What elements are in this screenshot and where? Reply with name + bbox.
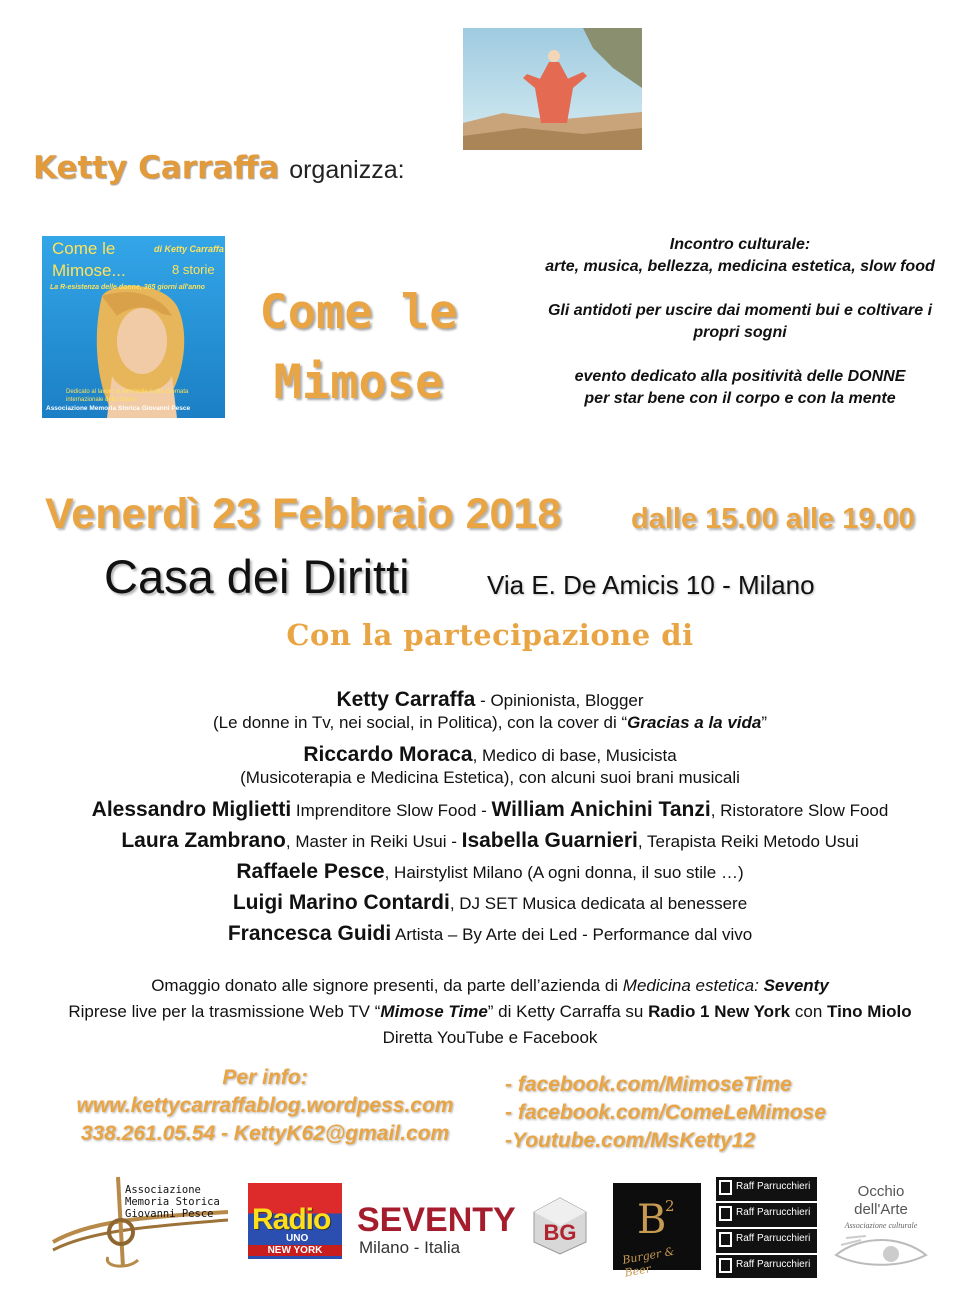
participation-heading: Con la partecipazione di (286, 618, 694, 652)
list-item: Laura Zambrano, Master in Reiki Usui - Isabella Guarnieri, Terapista Reiki Metodo Usui (121, 829, 859, 852)
radio-uno-logo: Radio UNO NEW YORK (248, 1183, 342, 1259)
event-notes (0, 973, 980, 1051)
seventy-logo: SEVENTY Milano - Italia (357, 1201, 516, 1257)
list-item: Riccardo Moraca, Medico di base, Musicista (303, 743, 677, 766)
book-cover (42, 236, 225, 418)
desc-line: Incontro culturale: (669, 236, 811, 253)
organizer-line (33, 150, 405, 186)
facebook-link[interactable]: - facebook.com/MimoseTime (505, 1073, 792, 1096)
event-description (490, 234, 980, 432)
book-stories: 8 storie (172, 262, 215, 277)
event-title: Come le Mimose (259, 285, 458, 410)
participants-list (0, 684, 980, 949)
beach-photo (463, 28, 642, 150)
youtube-link[interactable]: -Youtube.com/MsKetty12 (505, 1129, 756, 1152)
event-venue: Casa dei Diritti (104, 550, 410, 603)
note-line: Diretta YouTube e Facebook (382, 1028, 598, 1047)
book-dedication: Dedicato al lavoro al femminile e alla Giornata internazionale della donna (66, 389, 189, 403)
info-label: Per info: (222, 1066, 308, 1089)
contact-line[interactable]: 338.261.05.54 - KettyK62@gmail.com (80, 1122, 450, 1145)
list-item: (Musicoterapia e Medicina Estetica), con alcuni suoi brani musicali (240, 768, 740, 787)
organizer-name: Ketty Carraffa (33, 150, 280, 186)
social-links (505, 1071, 826, 1155)
note-line: Riprese live per la trasmissione Web TV “Mimose Time” di Ketty Carraffa su Radio 1 New York con Tino Miolo (68, 1002, 912, 1021)
contact-info (40, 1064, 490, 1148)
event-time: dalle 15.00 alle 19.00 (631, 503, 915, 535)
book-title: Come le Mimose... (52, 239, 126, 280)
list-item: Alessandro Miglietti Imprenditore Slow Food - William Anichini Tanzi, Ristoratore Slow Food (91, 798, 889, 821)
memoria-storica-logo: Associazione Memoria Storica Giovanni Pesce (48, 1172, 234, 1272)
list-item: Ketty Carraffa - Opinionista, Blogger (336, 688, 644, 711)
svg-text:BG: BG (543, 1220, 577, 1245)
book-tagline: La R-esistenza delle donne, 365 giorni all'anno (50, 284, 205, 291)
list-item: Francesca Guidi Artista – By Arte dei Led - Performance dal vivo (227, 922, 753, 945)
list-item: (Le donne in Tv, nei social, in Politica), con la cover di “Gracias a la vida” (212, 713, 768, 732)
event-address: Via E. De Amicis 10 - Milano (487, 570, 815, 600)
list-item: Raffaele Pesce, Hairstylist Milano (A ogni donna, il suo stile …) (236, 860, 744, 883)
b2-burger-beer-logo: B 2 Burger & Beer (613, 1183, 701, 1270)
facebook-link[interactable]: - facebook.com/ComeLeMimose (505, 1101, 826, 1124)
desc-line: per star bene con il corpo e con la mente (584, 390, 896, 407)
list-item: Luigi Marino Contardi, DJ SET Musica dedicata al benessere (232, 891, 748, 914)
event-date: Venerdì 23 Febbraio 2018 (45, 490, 562, 538)
note-line: Omaggio donato alle signore presenti, da parte dell’azienda di Medicina estetica: Seventy (151, 976, 829, 995)
book-publisher: Associazione Memoria Storica Giovanni Pesce (46, 405, 191, 412)
eye-icon (831, 1230, 931, 1270)
desc-line: evento dedicato alla positività delle DONNE (574, 368, 906, 385)
desc-line: Gli antidoti per uscire dai momenti bui e coltivare i propri sogni (547, 302, 933, 341)
website-link[interactable]: www.kettycarraffablog.wordpess.com (76, 1094, 454, 1117)
raff-parrucchieri-logo: Raff Parrucchieri Raff Parrucchieri Raff Parrucchieri Raff Parrucchieri (716, 1177, 817, 1278)
occhio-arte-logo: Occhio dell'Arte Associazione culturale (830, 1183, 932, 1275)
desc-line: arte, musica, bellezza, medicina estetica, slow food (545, 258, 935, 275)
book-author: di Ketty Carraffa (154, 244, 224, 254)
organizer-verb: organizza: (289, 156, 405, 184)
bg-logo (532, 1196, 588, 1256)
